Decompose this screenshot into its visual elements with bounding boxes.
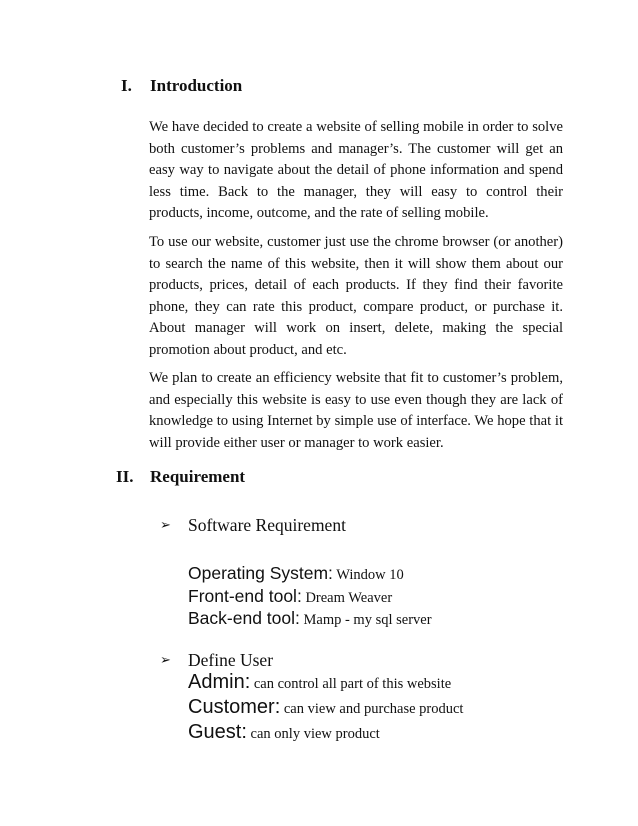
user-admin	[188, 671, 451, 694]
user-customer	[188, 696, 463, 719]
paragraph-text: We plan to create an efficiency website that fit to customer’s problem, and especially this website is easy to use even though they are lack of knowledge to using Internet by simple use of interface. We hope that it will provide either user or manager to work easier.	[149, 370, 563, 451]
bullet-define-user	[160, 649, 273, 672]
user-description: can only view product	[246, 726, 380, 742]
intro-paragraph-3	[149, 368, 563, 454]
section-title: Introduction	[150, 76, 243, 95]
paragraph-text: We have decided to create a website of selling mobile in order to solve both customer’s problems and manager’s. The customer will get an easy way to navigate about the detail of phone information and spend less time. Back to the manager, they will easy to control their products, income, outcome, and the rate of selling mobile.	[149, 119, 563, 221]
section-number: I.	[121, 76, 132, 95]
requirement-back-end-tool	[188, 608, 432, 629]
user-description: can control all part of this website	[250, 676, 452, 692]
bullet-heading: Software Requirement	[188, 515, 346, 535]
bullet-heading: Define User	[188, 650, 274, 670]
section-title: Requirement	[150, 467, 246, 486]
intro-paragraph-2	[149, 232, 563, 361]
user-guest	[188, 721, 380, 744]
requirement-key: Back-end tool:	[188, 608, 300, 628]
user-role: Admin:	[188, 671, 251, 693]
requirement-value: Dream Weaver	[301, 590, 393, 606]
intro-paragraph-1	[149, 117, 563, 225]
requirement-value: Mamp - my sql server	[299, 612, 432, 628]
user-role: Customer:	[188, 696, 281, 718]
user-role: Guest:	[188, 721, 247, 743]
bullet-software-requirement	[160, 514, 346, 537]
requirement-front-end-tool	[188, 586, 392, 607]
user-description: can view and purchase product	[280, 701, 464, 717]
arrow-bullet-icon: ➢	[160, 518, 171, 533]
requirement-operating-system	[188, 563, 404, 584]
requirement-key: Front-end tool:	[188, 586, 302, 606]
requirement-key: Operating System:	[188, 563, 333, 583]
arrow-bullet-icon: ➢	[160, 653, 171, 668]
requirement-value: Window 10	[332, 567, 404, 583]
paragraph-text: To use our website, customer just use the chrome browser (or another) to search the name of this website, then it will show them about our products, prices, detail of each products. If they find their favorite phone, they can rate this product, compare product, or purchase it. About manager will work on insert, delete, making the special promotion about product, and etc.	[149, 234, 563, 358]
section-number: II.	[116, 467, 134, 486]
